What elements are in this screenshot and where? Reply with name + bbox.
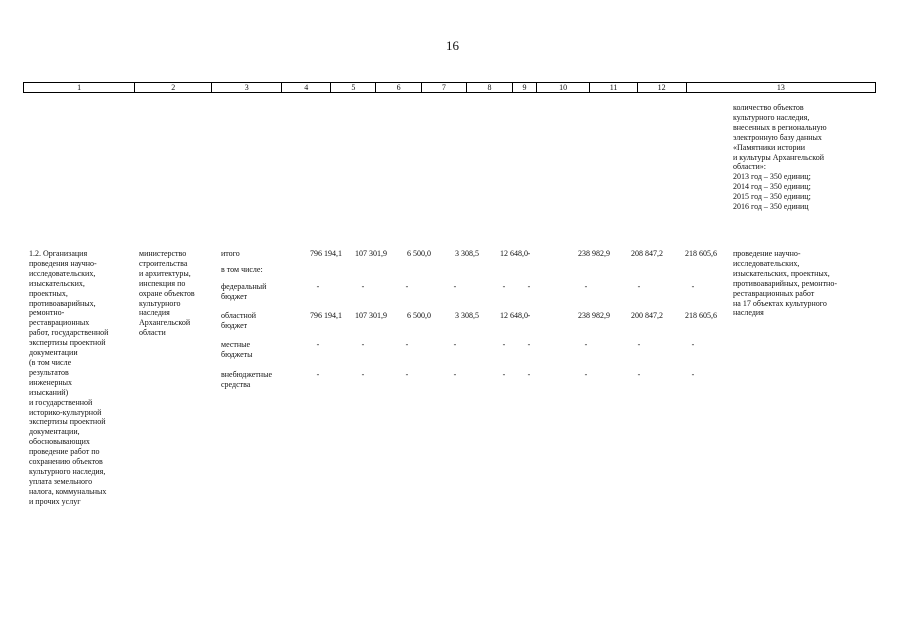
funding-value-cell: - (405, 282, 409, 291)
funding-value-cell: 6 500,0 (407, 249, 431, 258)
expected-result: проведение научно- исследовательских, изыскательских, проектных, противоаварийных, ремонтно- реставрационных работ на 17 объектах культурного наследия (733, 249, 838, 318)
funding-value-cell: - (527, 282, 531, 291)
funding-value-cell: 218 605,6 (685, 249, 717, 258)
funding-value-cell: 6 500,0 (407, 311, 431, 320)
funding-source-label: местные бюджеты (221, 340, 253, 359)
funding-value-cell: 3 308,5 (455, 249, 479, 258)
column-number-10: 10 (536, 83, 590, 92)
funding-value-cell: - (361, 370, 365, 379)
column-number-1: 1 (77, 83, 82, 92)
funding-value-cell: - (502, 340, 506, 349)
funding-value-cell: - (527, 340, 531, 349)
funding-value-cell: - (527, 249, 531, 258)
funding-value-cell: - (405, 340, 409, 349)
funding-value-cell: 200 847,2 (631, 311, 663, 320)
executor: министерство строительства и архитектуры, инспекция по охране объектов культурного наследия Архангельской области (139, 249, 195, 338)
funding-value-cell: - (405, 370, 409, 379)
measure-description: 1.2. Организация проведения научно- исследовательских, изыскательских, проектных, противоаварийных, ремонтно- реставрационных работ, государственной экспертизы проектной документации (в том числе результатов инженерных изысканий) и государственной историко-культурной экспертизы проектной документации, обосновывающих проведение работ по сохранению объектов культурного наследия, уплата земельного налога, коммунальных и прочих услуг (29, 249, 109, 506)
funding-value-cell: - (316, 340, 320, 349)
funding-source-label: областной бюджет (221, 311, 257, 330)
column-number-5: 5 (330, 83, 375, 92)
funding-value-cell: 238 982,9 (578, 249, 610, 258)
funding-value-cell: - (361, 282, 365, 291)
funding-value-cell: - (316, 370, 320, 379)
funding-value-cell: 12 648,0 (500, 311, 528, 320)
funding-value-cell: - (691, 340, 695, 349)
column-number-8: 8 (466, 83, 512, 92)
funding-source-label: внебюджетные средства (221, 370, 272, 389)
funding-value-cell: 796 194,1 (310, 249, 342, 258)
funding-value-cell: 796 194,1 (310, 311, 342, 320)
funding-value-cell: - (316, 282, 320, 291)
funding-value-cell: - (527, 311, 531, 320)
funding-value-cell: 3 308,5 (455, 311, 479, 320)
funding-value-cell: - (637, 370, 641, 379)
column-number-4: 4 (281, 83, 330, 92)
funding-value-cell: - (453, 370, 457, 379)
column-number-3: 3 (211, 83, 281, 92)
funding-value-cell: - (502, 282, 506, 291)
funding-value-cell: 12 648,0 (500, 249, 528, 258)
funding-value-cell: 238 982,9 (578, 311, 610, 320)
funding-value-cell: - (527, 370, 531, 379)
column-number-12: 12 (637, 83, 686, 92)
funding-value-cell: - (637, 340, 641, 349)
funding-value-cell: - (361, 340, 365, 349)
funding-value-cell: 107 301,9 (355, 311, 387, 320)
funding-value-cell: - (584, 340, 588, 349)
funding-value-cell: - (502, 370, 506, 379)
funding-source-label: итого (221, 249, 240, 258)
funding-value-cell: - (584, 282, 588, 291)
column-number-9: 9 (512, 83, 536, 92)
funding-source-label: федеральный бюджет (221, 282, 267, 301)
funding-value-cell: 208 847,2 (631, 249, 663, 258)
funding-value-cell: - (584, 370, 588, 379)
column-number-2: 2 (134, 83, 211, 92)
funding-value-cell: - (637, 282, 641, 291)
funding-source-label: в том числе: (221, 265, 263, 274)
funding-value-cell: - (691, 370, 695, 379)
column-number-6: 6 (375, 83, 420, 92)
column-number-13: 13 (686, 83, 875, 92)
funding-value-cell: 218 605,6 (685, 311, 717, 320)
column-number-11: 11 (589, 83, 636, 92)
column-number-header (23, 82, 876, 93)
funding-value-cell: - (453, 340, 457, 349)
carryover-result-text: количество объектов культурного наследия, внесенных в региональную электронную базу данных «Памятники истории и культуры Архангельской области»: 2013 год – 350 единиц; 2014 год – 350 единиц; 2015 год – 350 единиц; 2016 год – 350 единиц (733, 103, 827, 212)
funding-value-cell: - (691, 282, 695, 291)
column-number-7: 7 (421, 83, 466, 92)
page-number: 16 (446, 38, 459, 53)
funding-value-cell: 107 301,9 (355, 249, 387, 258)
funding-value-cell: - (453, 282, 457, 291)
